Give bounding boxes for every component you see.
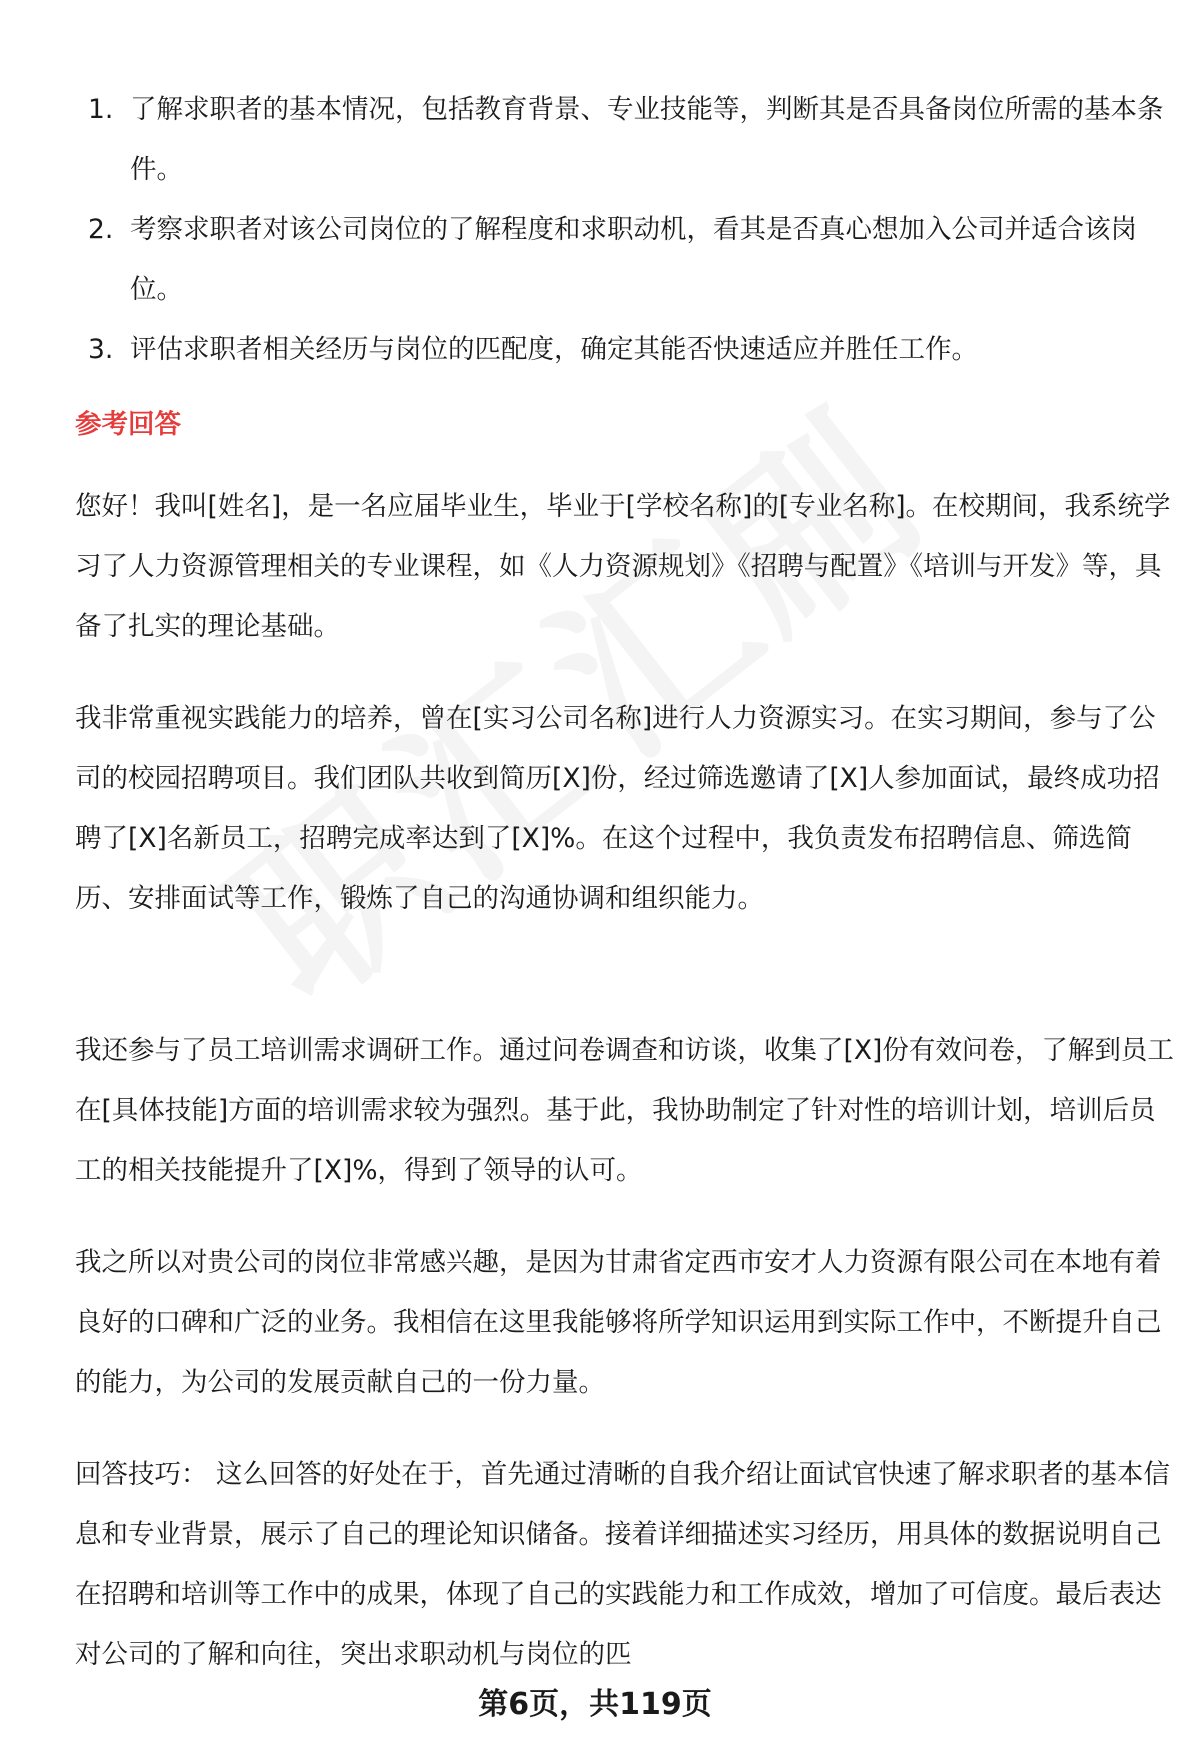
paragraph: 我还参与了员工培训需求调研工作。通过问卷调查和访谈，收集了[X]份有效问卷，了解到员工在[具体技能]方面的培训需求较为强烈。基于此，我协助制定了针对性的培训计划，培训后员工的相关技能提升了[X]%，得到了领导的认可。 bbox=[75, 1035, 1174, 1186]
list-item-number: 3. bbox=[88, 334, 114, 365]
list-item-number: 2. bbox=[88, 214, 114, 245]
list-item-text: 了解求职者的基本情况，包括教育背景、专业技能等，判断其是否具备岗位所需的基本条件。 bbox=[130, 94, 1164, 185]
list-item bbox=[88, 80, 1168, 200]
page-number: 第6页，共119页 bbox=[478, 1687, 712, 1722]
paragraph: 您好！我叫[姓名]，是一名应届毕业生，毕业于[学校名称]的[专业名称]。在校期间，我系统学习了人力资源管理相关的专业课程，如《人力资源规划》《招聘与配置》《培训与开发》等，具备了扎实的理论基础。 bbox=[75, 491, 1171, 642]
paragraph: 我非常重视实践能力的培养，曾在[实习公司名称]进行人力资源实习。在实习期间，参与了公司的校园招聘项目。我们团队共收到简历[X]份，经过筛选邀请了[X]人参加面试，最终成功招聘了[X]名新员工，招聘完成率达到了[X]%。在这个过程中，我负责发布招聘信息、筛选简历、安排面试等工作，锻炼了自己的沟通协调和组织能力。 bbox=[75, 703, 1160, 914]
section-title: 参考回答 bbox=[75, 409, 181, 440]
list-item-text: 考察求职者对该公司岗位的了解程度和求职动机，看其是否真心想加入公司并适合该岗位。 bbox=[130, 214, 1137, 305]
list-item-text: 评估求职者相关经历与岗位的匹配度，确定其能否快速适应并胜任工作。 bbox=[130, 334, 978, 365]
numbered-list bbox=[88, 80, 1168, 380]
list-item-number: 1. bbox=[88, 94, 114, 125]
paragraph: 回答技巧： 这么回答的好处在于，首先通过清晰的自我介绍让面试官快速了解求职者的基本信息和专业背景，展示了自己的理论知识储备。接着详细描述实习经历，用具体的数据说明自己在招聘和培训等工作中的成果，体现了自己的实践能力和工作成效，增加了可信度。最后表达对公司的了解和向往，突出求职动机与岗位的匹 bbox=[75, 1459, 1170, 1670]
list-item bbox=[88, 320, 1168, 380]
list-item bbox=[88, 200, 1168, 320]
paragraph: 我之所以对贵公司的岗位非常感兴趣，是因为甘肃省定西市安才人力资源有限公司在本地有着良好的口碑和广泛的业务。我相信在这里我能够将所学知识运用到实际工作中，不断提升自己的能力，为公司的发展贡献自己的一份力量。 bbox=[75, 1247, 1162, 1398]
